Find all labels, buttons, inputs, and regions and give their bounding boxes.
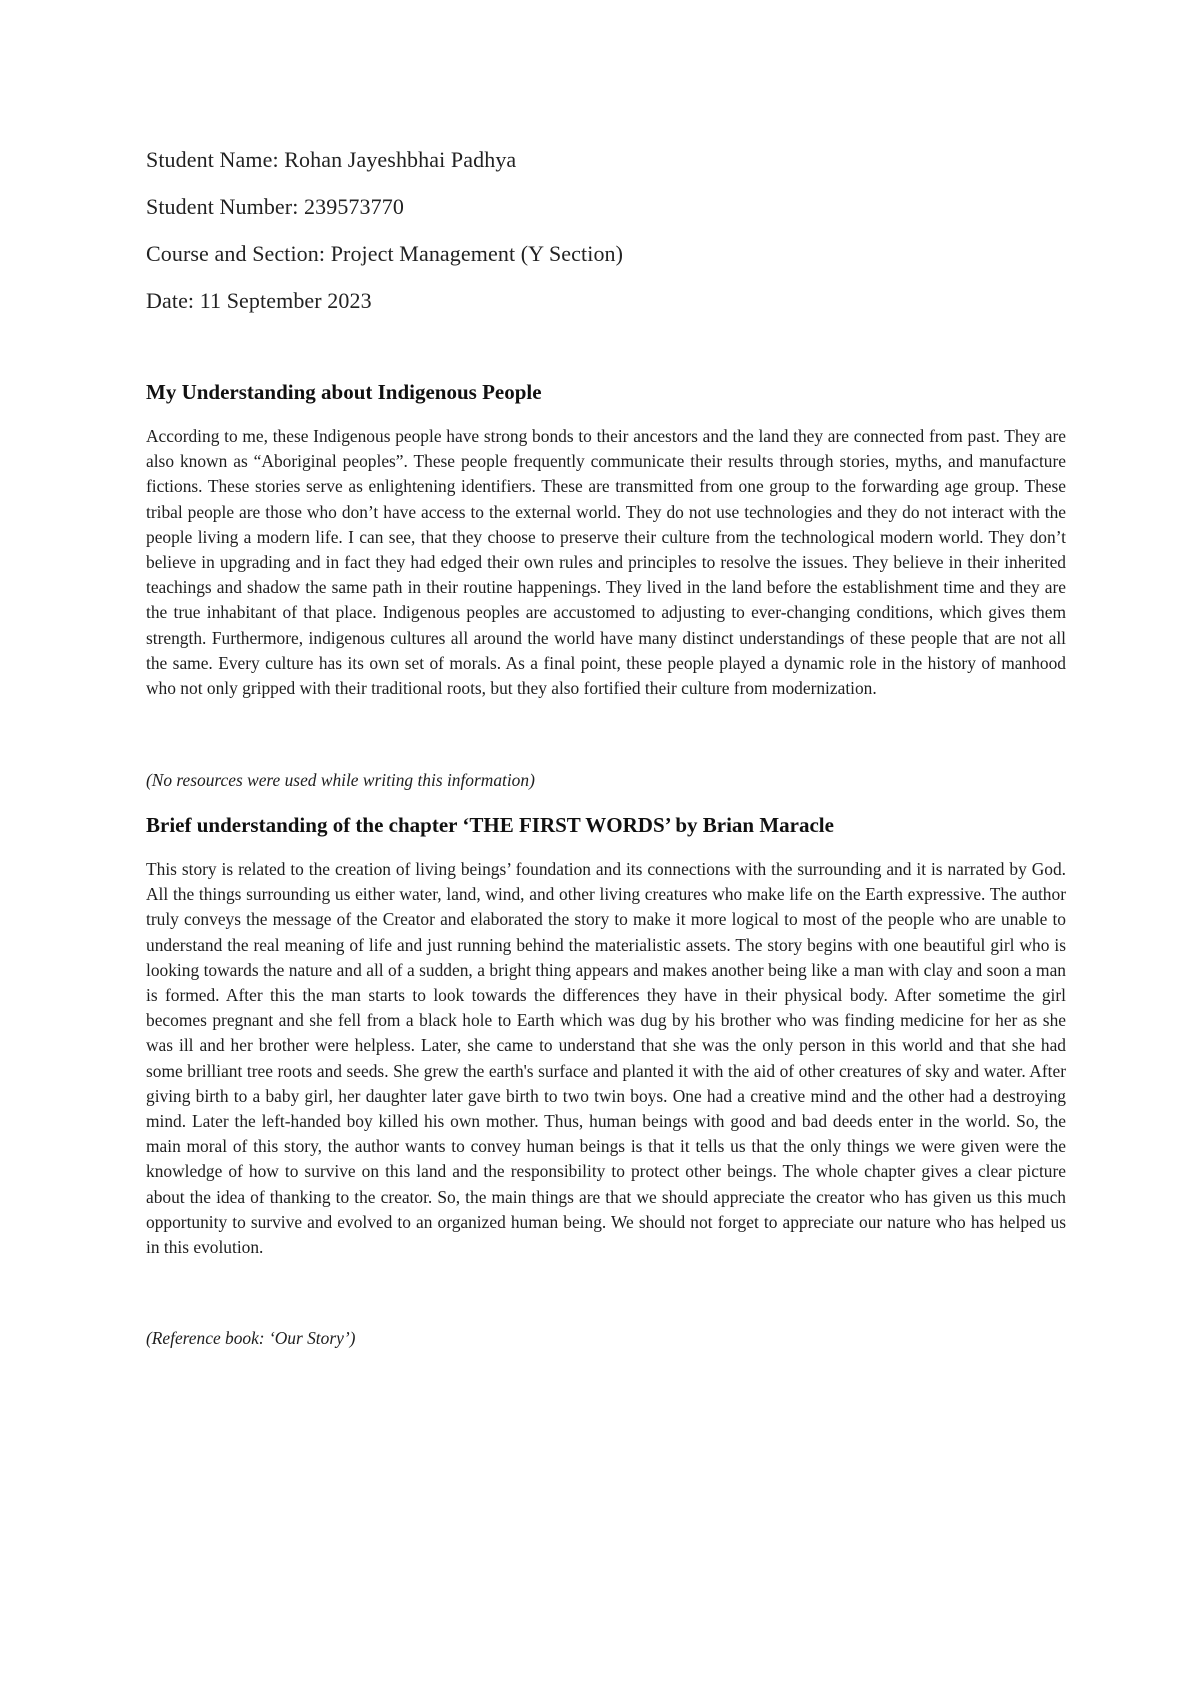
section2-note: (Reference book: ‘Our Story’) [146,1328,356,1348]
student-name: Student Name: Rohan Jayeshbhai Padhya [146,147,517,172]
section2-heading: Brief understanding of the chapter ‘THE FIRST WORDS’ by Brian Maracle [146,813,834,837]
course-section: Course and Section: Project Management (Y Section) [146,241,624,266]
section2-body: This story is related to the creation of living beings’ foundation and its connections with the surrounding and it is narrated by God. All the things surrounding us either water, land, wind, and other living creatures who make life on the Earth expressive. The author truly conveys the message of the Creator and elaborated the story to make it more logical to most of the people who are unable to understand the real meaning of life and just running behind the materialistic assets. The story begins with one beautiful girl who is looking towards the nature and all of a sudden, a bright thing appears and makes another being like a man with clay and soon a man is formed. After this the man starts to look towards the differences they have in their physical body. After sometime the girl becomes pregnant and she fell from a black hole to Earth which was dug by his brother who was finding medicine for her as she was ill and her brother were helpless. Later, she came to understand that she was the only person in this world and that she had some brilliant tree roots and seeds. She grew the earth's surface and planted it with the aid of other creatures of sky and water. After giving birth to a baby girl, her daughter later gave birth to two twin boys. One had a creative mind and the other had a destroying mind. Later the left-handed boy killed his own mother. Thus, human beings with good and bad deeds enter in the world. So, the main moral of this story, the author wants to convey human beings is that it tells us that the only things we were given were the knowledge of how to survive on this land and the responsibility to protect other beings. The whole chapter gives a clear picture about the idea of thanking to the creator. So, the main things are that we should appreciate the creator who has given us this much opportunity to survive and evolved to an organized human being. We should not forget to appreciate our nature who has helped us in this evolution. [146,859,1066,1258]
section1-body: According to me, these Indigenous people have strong bonds to their ancestors and the land they are connected from past. They are also known as “Aboriginal peoples”. These people frequently communicate their results through stories, myths, and manufacture fictions. These stories serve as enlightening identifiers. These are transmitted from one group to the forwarding age group. These tribal people are those who don’t have access to the external world. They do not use technologies and they do not interact with the people living a modern life. I can see, that they choose to preserve their culture from the technological modern world. They don’t believe in upgrading and in fact they had edged their own rules and principles to resolve the issues. They believe in their inherited teachings and shadow the same path in their routine happenings. They lived in the land before the establishment time and they are the true inhabitant of that place. Indigenous peoples are accustomed to adjusting to ever-changing conditions, which gives them strength. Furthermore, indigenous cultures all around the world have many distinct understandings of these people that are not all the same. Every culture has its own set of morals. As a final point, these people played a dynamic role in the history of manhood who not only gripped with their traditional roots, but they also fortified their culture from modernization. [146,426,1066,699]
student-number: Student Number: 239573770 [146,194,404,219]
section1-note: (No resources were used while writing this information) [146,770,535,790]
date-line: Date: 11 September 2023 [146,288,372,313]
section1-heading: My Understanding about Indigenous People [146,380,542,404]
